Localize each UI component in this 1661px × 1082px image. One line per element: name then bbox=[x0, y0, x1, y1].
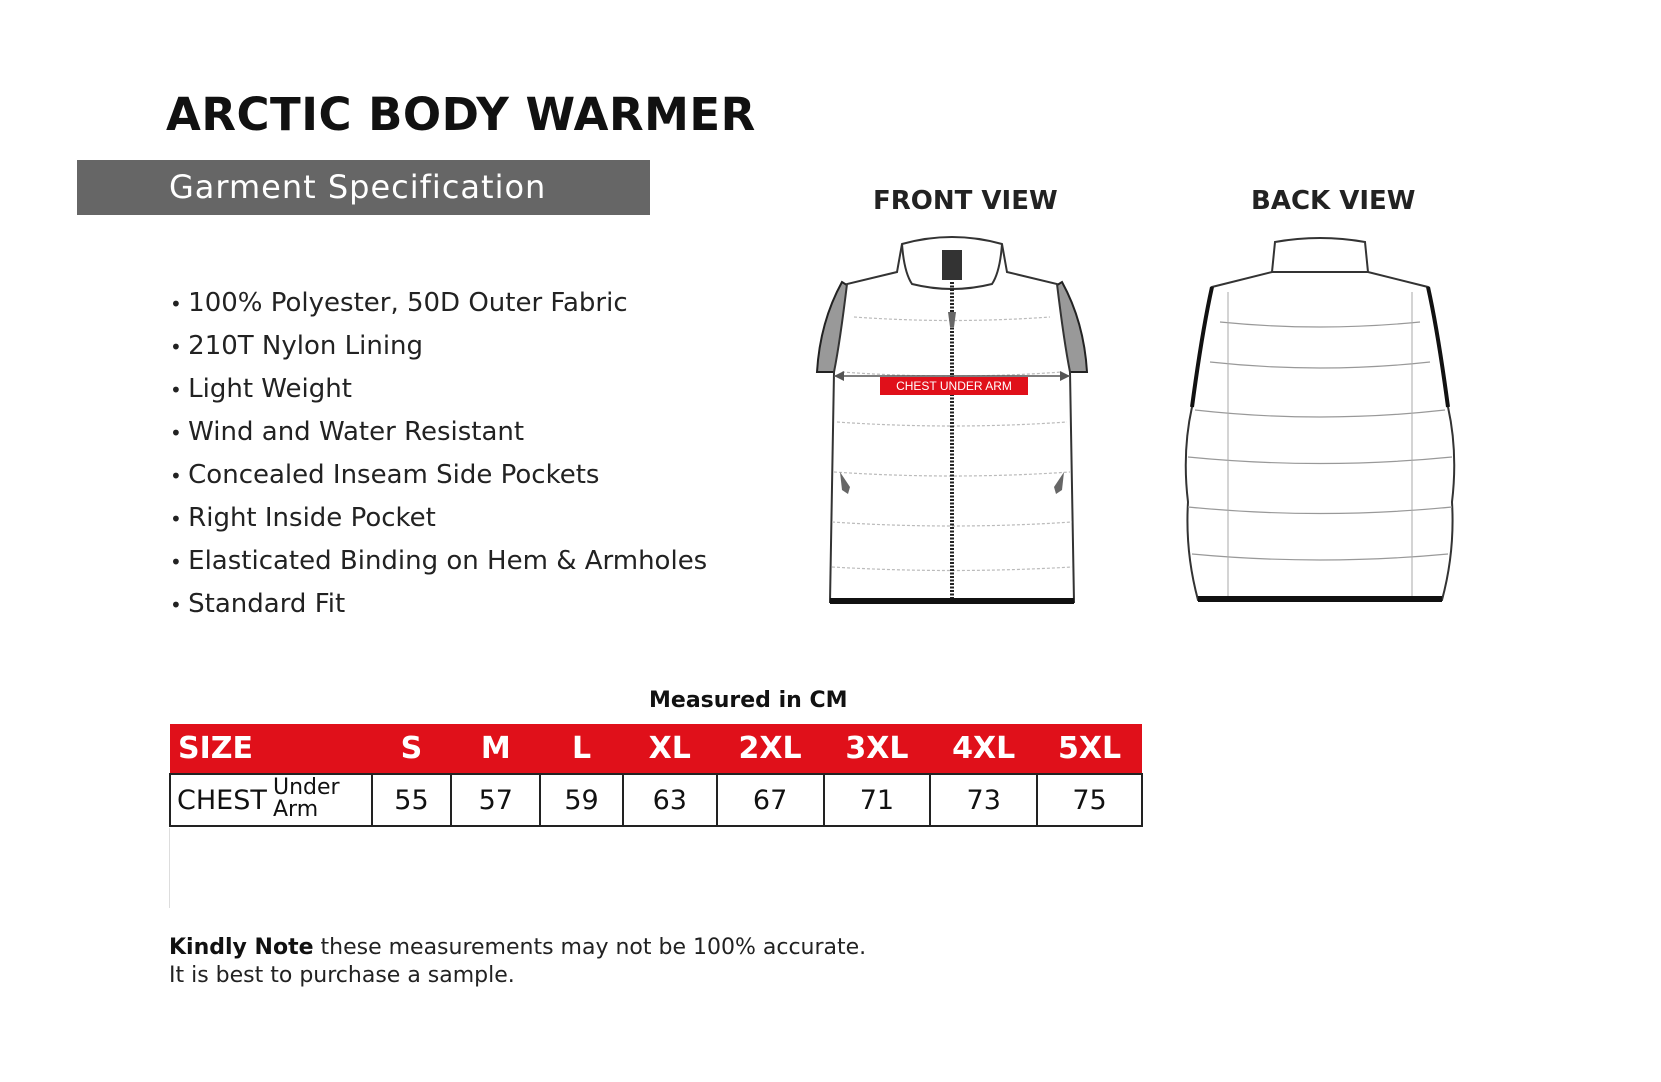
back-view-label: BACK VIEW bbox=[1251, 186, 1416, 216]
front-view-vest-illustration bbox=[812, 232, 1092, 620]
chest-value-cell: 75 bbox=[1037, 774, 1142, 826]
table-divider bbox=[169, 828, 170, 908]
measurement-caption: Measured in CM bbox=[649, 688, 848, 713]
chest-value-cell: 67 bbox=[717, 774, 824, 826]
size-header-cell: 3XL bbox=[824, 724, 931, 774]
size-header-cell: L bbox=[540, 724, 623, 774]
chest-row-label-cell bbox=[170, 774, 372, 826]
chest-row-sublabel bbox=[273, 777, 340, 821]
front-view-label: FRONT VIEW bbox=[873, 186, 1058, 216]
feature-item: • Concealed Inseam Side Pockets bbox=[170, 454, 707, 497]
chest-callout bbox=[880, 377, 1028, 399]
size-header-cell: XL bbox=[623, 724, 717, 774]
chest-value-cell: 71 bbox=[824, 774, 931, 826]
chest-value-cell: 73 bbox=[930, 774, 1037, 826]
size-header-label: SIZE bbox=[170, 724, 372, 774]
chest-row-sublabel-2: Arm bbox=[273, 797, 319, 822]
chest-row-sublabel-1: Under bbox=[273, 775, 340, 800]
feature-item: • Light Weight bbox=[170, 368, 707, 411]
size-header-row bbox=[170, 724, 1142, 774]
chest-value-cell: 63 bbox=[623, 774, 717, 826]
feature-item: • Wind and Water Resistant bbox=[170, 411, 707, 454]
size-header-cell: 4XL bbox=[930, 724, 1037, 774]
feature-item: • Elasticated Binding on Hem & Armholes bbox=[170, 540, 707, 583]
chest-row-label: CHEST bbox=[177, 785, 267, 816]
chest-callout-box bbox=[880, 377, 1028, 395]
page-title: ARCTIC BODY WARMER bbox=[166, 88, 756, 141]
chest-row bbox=[170, 774, 1142, 826]
feature-item: • 100% Polyester, 50D Outer Fabric bbox=[170, 282, 707, 325]
feature-list bbox=[170, 282, 707, 626]
size-chart-table bbox=[169, 724, 1143, 827]
chest-value-cell: 59 bbox=[540, 774, 623, 826]
size-header-cell: 5XL bbox=[1037, 724, 1142, 774]
size-header-cell: S bbox=[372, 724, 452, 774]
note-line-2: It is best to purchase a sample. bbox=[169, 963, 515, 988]
size-header-cell: M bbox=[451, 724, 540, 774]
page-subtitle: Garment Specification bbox=[169, 168, 547, 206]
size-header-cell: 2XL bbox=[717, 724, 824, 774]
chest-value-cell: 55 bbox=[372, 774, 452, 826]
chest-value-cell: 57 bbox=[451, 774, 540, 826]
feature-item: • Right Inside Pocket bbox=[170, 497, 707, 540]
chest-callout-text: CHEST UNDER ARM bbox=[896, 379, 1012, 393]
subtitle-bar bbox=[77, 160, 650, 215]
disclaimer-note bbox=[169, 934, 866, 990]
feature-item: • Standard Fit bbox=[170, 583, 707, 626]
feature-item: • 210T Nylon Lining bbox=[170, 325, 707, 368]
note-bold: Kindly Note bbox=[169, 935, 314, 960]
note-line-1: these measurements may not be 100% accurate. bbox=[313, 935, 867, 960]
back-view-vest-illustration bbox=[1180, 232, 1460, 620]
